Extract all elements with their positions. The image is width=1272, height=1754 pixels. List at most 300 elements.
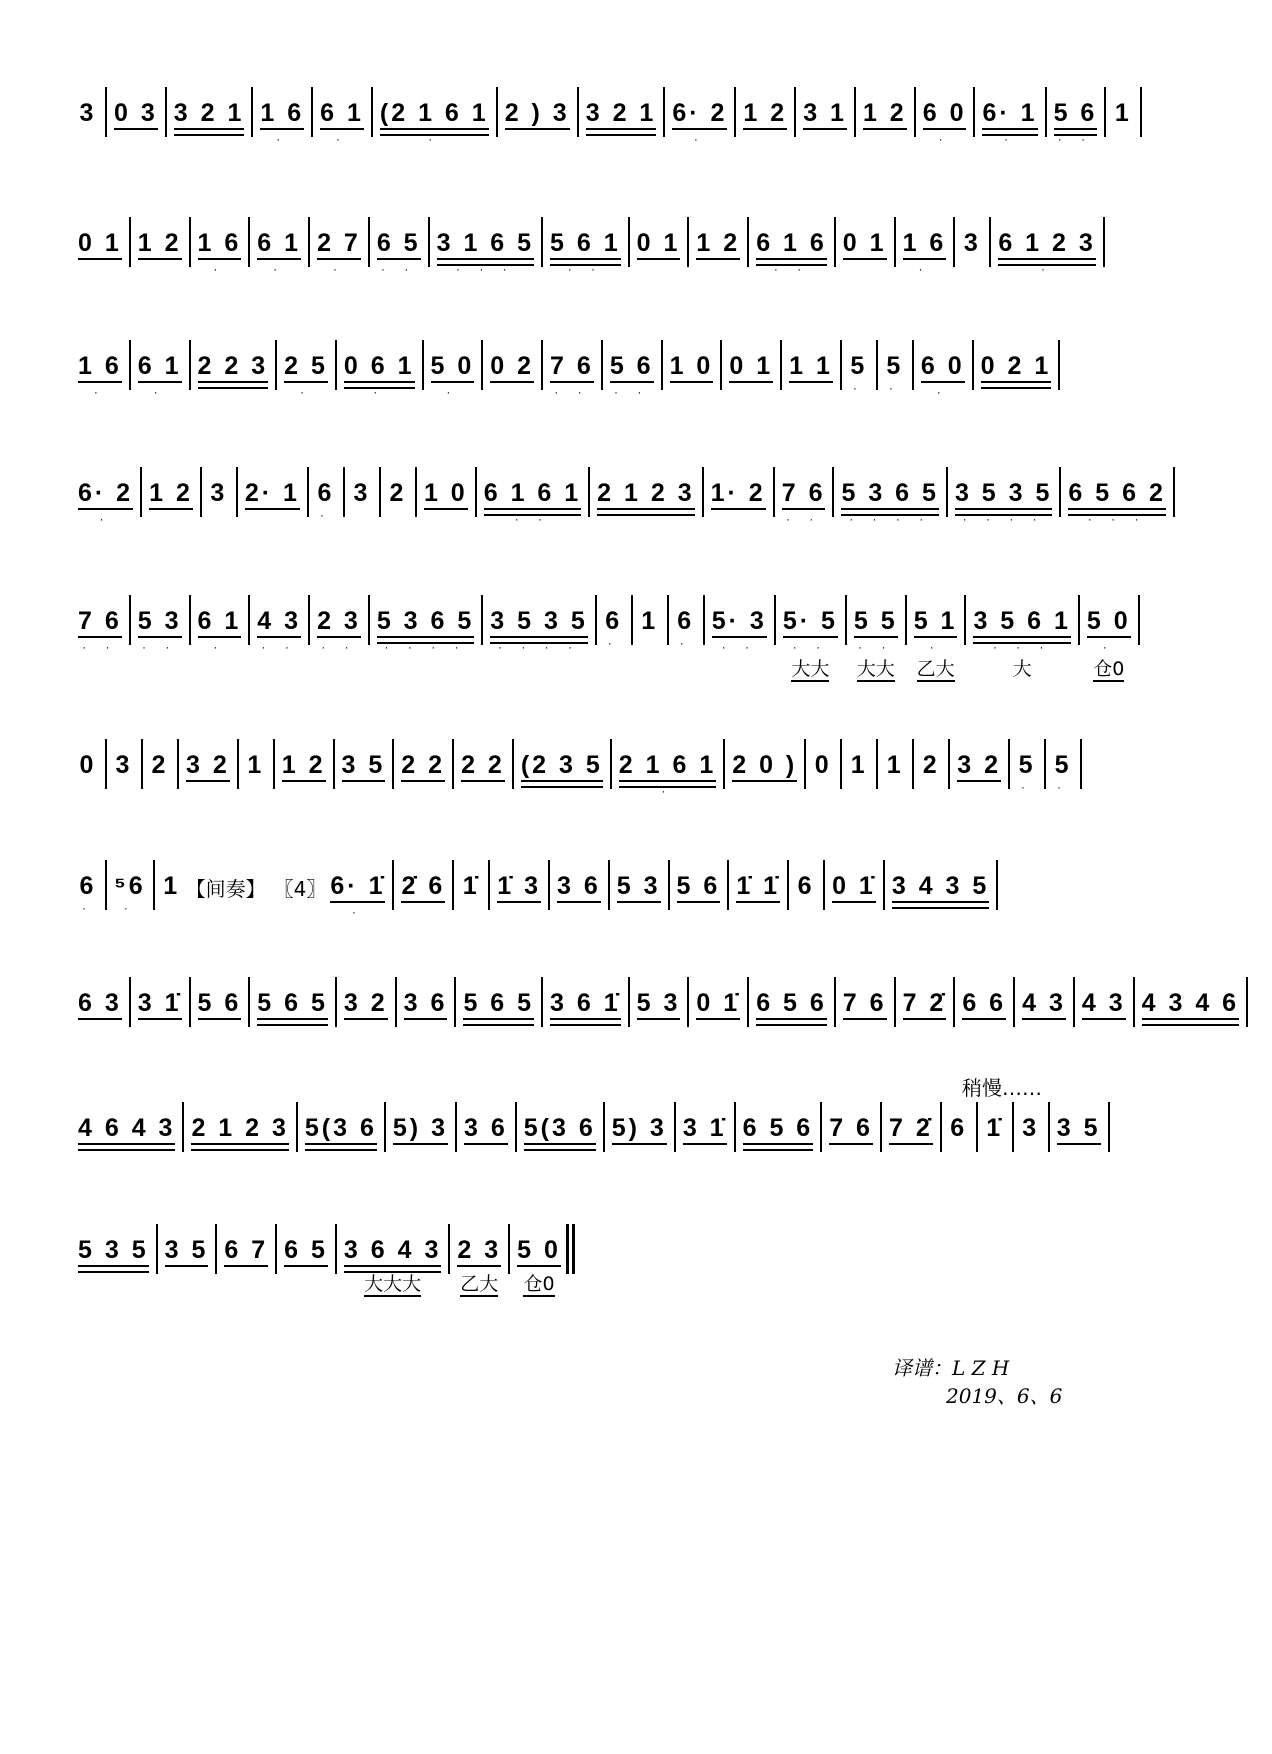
- octave-dots: · ·: [785, 512, 822, 526]
- barline: [1059, 467, 1061, 517]
- barline: [248, 977, 250, 1027]
- barline: [452, 860, 454, 910]
- measure: [843, 990, 887, 1020]
- barline: [628, 217, 630, 267]
- measure: [138, 353, 182, 397]
- measure: [377, 608, 474, 652]
- measure-notes: 0: [79, 751, 97, 779]
- measure: [1142, 990, 1239, 1020]
- measure: [550, 990, 621, 1020]
- measure: [617, 873, 661, 903]
- octave-dots: ·: [918, 262, 931, 276]
- barline: [105, 860, 107, 910]
- barline: [940, 1102, 942, 1152]
- measure-notes: 4 3: [1082, 990, 1126, 1020]
- barline: [880, 1102, 882, 1152]
- measure-notes: 7 6: [550, 353, 594, 383]
- measure: [401, 752, 445, 782]
- barline: [448, 1224, 450, 1274]
- barline: [876, 739, 878, 789]
- measure-notes: 3 2: [344, 990, 388, 1020]
- barline: [129, 340, 131, 390]
- measure: [198, 230, 242, 274]
- barline: [515, 1102, 517, 1152]
- barline: [251, 87, 253, 137]
- octave-dots: ·: [679, 636, 692, 650]
- measure-notes: 1 6: [78, 353, 122, 383]
- measure: [962, 990, 1006, 1020]
- octave-dots: ·: [661, 784, 674, 798]
- barline: [794, 87, 796, 137]
- measure-notes: 5· 5: [783, 608, 838, 638]
- measure-notes: 0 1: [78, 230, 122, 260]
- measure-notes: 6 5: [377, 230, 421, 260]
- barline: [1140, 87, 1142, 137]
- barline: [481, 340, 483, 390]
- barline: [953, 977, 955, 1027]
- barline: [129, 217, 131, 267]
- barline: [105, 739, 107, 789]
- measure: [676, 608, 696, 648]
- measure: [484, 480, 581, 524]
- measure-notes: 6: [677, 607, 695, 635]
- staff-row: [78, 752, 1208, 812]
- measure: [114, 873, 146, 913]
- measure-notes: 0 1̇: [832, 873, 876, 903]
- barline: [177, 739, 179, 789]
- measure-notes: 1̇: [462, 872, 480, 900]
- measure: [490, 353, 534, 383]
- measure-notes: 7 6: [782, 480, 826, 510]
- octave-dots: ·: [213, 262, 226, 276]
- barline: [1044, 739, 1046, 789]
- measure-notes: 3: [963, 229, 981, 257]
- measure: [670, 353, 714, 383]
- measure: [78, 1237, 149, 1267]
- barline: [1058, 340, 1060, 390]
- octave-dots: ·: [1041, 262, 1054, 276]
- measure: [550, 230, 621, 274]
- measure: [843, 230, 887, 260]
- measure-notes: 5 3: [138, 608, 182, 638]
- octave-dots: ·: [336, 132, 349, 146]
- measure: [612, 1115, 667, 1145]
- barline: [663, 87, 665, 137]
- measure-notes: 0 1: [843, 230, 887, 260]
- measure: [981, 353, 1052, 383]
- measure-notes: 4 3: [257, 608, 301, 638]
- measure: [162, 873, 182, 899]
- octave-dots: ·: [938, 132, 951, 146]
- barline: [1078, 595, 1080, 645]
- barline: [548, 860, 550, 910]
- barline: [428, 217, 430, 267]
- octave-dots: · · ·: [992, 640, 1052, 654]
- measure-notes: 3 6: [557, 873, 601, 903]
- measure: [463, 990, 534, 1020]
- barline: [973, 87, 975, 137]
- measure: [604, 608, 624, 648]
- barline: [588, 467, 590, 517]
- measure-notes: 2: [151, 751, 169, 779]
- measure: [150, 752, 170, 778]
- measure-notes: 6 1: [257, 230, 301, 260]
- barline: [140, 467, 142, 517]
- measure: [949, 1115, 969, 1141]
- octave-dots: ·: [446, 385, 459, 399]
- measure-notes: 1̇ 3: [497, 873, 541, 903]
- measure: [696, 230, 740, 260]
- measure: [138, 230, 182, 260]
- measure-notes: 0 3: [114, 100, 158, 130]
- section-label: 【间奏】: [185, 877, 266, 901]
- octave-dots: ·: [1021, 780, 1034, 794]
- measure-notes: 0 2 1: [981, 353, 1052, 383]
- barline: [273, 739, 275, 789]
- measure: [497, 873, 541, 903]
- measure-notes: 5: [1018, 751, 1036, 779]
- barline: [1008, 739, 1010, 789]
- octave-dots: · ·: [614, 385, 650, 399]
- measure-notes: 6: [79, 872, 97, 900]
- tempo-marking: 稍慢……: [962, 1076, 1042, 1100]
- measure: [829, 1115, 873, 1145]
- percussion-syllable: 大大: [791, 658, 830, 680]
- barline: [275, 1224, 277, 1274]
- barline: [820, 1102, 822, 1152]
- measure-notes: 2 1 6 1: [619, 752, 716, 782]
- measure: [550, 353, 594, 397]
- barline: [1173, 467, 1175, 517]
- measure: [78, 608, 122, 652]
- measure: [521, 752, 603, 782]
- measure: [736, 873, 780, 903]
- measure: [732, 752, 797, 782]
- measure: [640, 608, 660, 634]
- staff-row: [78, 100, 1208, 160]
- measure-notes: 2 1 2 3: [597, 480, 694, 510]
- barline: [189, 977, 191, 1027]
- measure: [78, 1115, 175, 1145]
- measure-notes: 2: [922, 751, 940, 779]
- octave-dots: ·: [93, 385, 106, 399]
- measure: [260, 100, 304, 144]
- percussion-syllable: 大大: [856, 658, 895, 680]
- barline: [452, 739, 454, 789]
- barline: [1080, 739, 1082, 789]
- measure-notes: 3 1̇: [683, 1115, 727, 1145]
- measure: [524, 1115, 596, 1145]
- measure-notes: 1: [850, 751, 868, 779]
- measure-notes: 5 3 6 5: [377, 608, 474, 638]
- barline: [1138, 595, 1140, 645]
- measure-notes: 1: [886, 751, 904, 779]
- barline: [894, 217, 896, 267]
- measure-notes: 2 2: [401, 752, 445, 782]
- octave-dots: · ·: [82, 640, 118, 654]
- measure-notes: 5 3 5: [78, 1237, 149, 1267]
- measure-notes: 5: [886, 352, 904, 380]
- barline: [129, 977, 131, 1027]
- measure-notes: 6 5 6 2: [1068, 480, 1165, 510]
- measure-notes: 6: [797, 872, 815, 900]
- octave-dots: ·: [300, 385, 313, 399]
- measure: [316, 480, 336, 520]
- measure-notes: 0 1̇: [696, 990, 740, 1020]
- measure-notes: 3 5: [1057, 1115, 1101, 1145]
- measure: [198, 990, 242, 1020]
- measure: [330, 873, 385, 917]
- measure-notes: 3 1: [803, 100, 847, 130]
- octave-dots: ·: [1004, 132, 1017, 146]
- barline: [237, 739, 239, 789]
- octave-dots: · · ·: [1087, 512, 1147, 526]
- barline: [667, 595, 669, 645]
- barline: [804, 739, 806, 789]
- measure-notes: 6 3: [78, 990, 122, 1020]
- barline: [661, 340, 663, 390]
- barline: [687, 977, 689, 1027]
- measure-notes: 2 5: [284, 353, 328, 383]
- measure-notes: 5 3: [617, 873, 661, 903]
- measure: [586, 100, 657, 130]
- barline: [774, 595, 776, 645]
- measure-notes: 3 6 4 3: [344, 1237, 441, 1267]
- measure: [198, 608, 242, 652]
- barline: [628, 977, 630, 1027]
- percussion-syllable: 乙大: [460, 1273, 499, 1295]
- measure-notes: 2 0 ): [732, 752, 797, 782]
- measure-notes: 6· 2: [672, 100, 727, 130]
- measure-notes: 1 6: [260, 100, 304, 130]
- measure-notes: 2 1 2 3: [191, 1115, 288, 1145]
- octave-dots: · · · ·: [384, 640, 467, 654]
- barline: [368, 217, 370, 267]
- octave-dots: · ·: [381, 262, 417, 276]
- octave-dots: · ·: [721, 640, 757, 654]
- barline: [275, 340, 277, 390]
- barline: [976, 1102, 978, 1152]
- barline: [1104, 87, 1106, 137]
- measure-notes: 0 1: [729, 353, 773, 383]
- barline: [840, 739, 842, 789]
- percussion-syllable: 乙大: [916, 658, 955, 680]
- measure-notes: 5 6 1: [550, 230, 621, 260]
- octave-dots: · ·: [858, 640, 894, 654]
- barline: [972, 340, 974, 390]
- measure: [431, 353, 475, 397]
- measure: [921, 752, 941, 778]
- measure-notes: 6: [950, 1114, 968, 1142]
- octave-dots: · ·: [1057, 132, 1094, 146]
- octave-dots: · ·: [554, 385, 590, 399]
- measure: [424, 480, 468, 510]
- measure-notes: 3 4 3 5: [892, 873, 989, 903]
- octave-dots: · ·: [773, 262, 810, 276]
- measure-notes: 2̇ 6: [401, 873, 445, 903]
- barline: [153, 860, 155, 910]
- measure-notes: 6· 1̇: [330, 873, 385, 903]
- measure-notes: 6 5: [284, 1237, 328, 1267]
- staff-row: [78, 353, 1208, 413]
- barline: [454, 977, 456, 1027]
- barline: [989, 217, 991, 267]
- measure: [344, 353, 415, 397]
- measure-notes: 5 6: [1054, 100, 1098, 130]
- octave-dots: · ·: [321, 640, 357, 654]
- measure: [257, 608, 301, 652]
- measure-notes: 2 ) 3: [505, 100, 570, 130]
- barline: [335, 340, 337, 390]
- measure-notes: 3: [1022, 1114, 1040, 1142]
- octave-dots: ·: [99, 512, 112, 526]
- measure-notes: 1 2: [863, 100, 907, 130]
- measure: [344, 990, 388, 1020]
- measure-notes: 3: [353, 479, 371, 507]
- barline: [384, 1102, 386, 1152]
- measure-notes: 6· 2: [78, 480, 133, 510]
- barline: [912, 739, 914, 789]
- measure: [619, 752, 716, 796]
- measure: [257, 230, 301, 274]
- octave-dots: · · · ·: [498, 640, 580, 654]
- measure: [114, 752, 134, 778]
- measure-notes: 3 5: [342, 752, 386, 782]
- measure-notes: 3 5 3 5: [490, 608, 587, 638]
- measure: [955, 480, 1052, 524]
- barline: [834, 217, 836, 267]
- measure-notes: 5 6 5: [257, 990, 328, 1020]
- barline: [577, 87, 579, 137]
- barline: [747, 217, 749, 267]
- measure-notes: 6 5 6: [756, 990, 827, 1020]
- measure-notes: 5 6: [198, 990, 242, 1020]
- octave-dots: ·: [82, 901, 94, 915]
- measure-notes: 7 6: [843, 990, 887, 1020]
- measure: [985, 1115, 1005, 1141]
- barline: [481, 595, 483, 645]
- measure-notes: 2 3: [457, 1237, 501, 1267]
- measure: [461, 873, 481, 899]
- octave-dots: ·: [273, 262, 286, 276]
- measure: [464, 1115, 508, 1145]
- measure-notes: 6 1 6 1: [484, 480, 581, 510]
- measure: [246, 752, 266, 778]
- octave-dots: ·: [319, 508, 332, 522]
- barline: [912, 340, 914, 390]
- barline: [610, 739, 612, 789]
- measure-notes: 1̇: [986, 1114, 1004, 1142]
- barline: [1103, 217, 1105, 267]
- barline: [1048, 1102, 1050, 1152]
- staff-row: [78, 480, 1208, 540]
- measure-notes: 2: [389, 479, 407, 507]
- octave-dots: ·: [852, 381, 865, 395]
- barline: [787, 860, 789, 910]
- measure-notes: 5 6 5: [463, 990, 534, 1020]
- measure: [610, 353, 654, 397]
- octave-dots: ·: [123, 901, 136, 915]
- measure-notes: 5: [1054, 751, 1072, 779]
- barline: [371, 87, 373, 137]
- measure: [849, 353, 869, 393]
- barline: [674, 1102, 676, 1152]
- measure: [889, 1115, 933, 1145]
- measure-notes: 1: [1114, 99, 1132, 127]
- octave-dots: ·: [213, 640, 226, 654]
- barline: [996, 860, 998, 910]
- measure-notes: 5(3 6: [524, 1115, 596, 1145]
- barline: [1133, 977, 1135, 1027]
- measure: [457, 1237, 501, 1297]
- measure: [1053, 752, 1073, 792]
- measure-notes: 0 2: [490, 353, 534, 383]
- measure-notes: 0 6 1: [344, 353, 415, 383]
- measure: [517, 1237, 561, 1297]
- measure: [282, 752, 326, 782]
- date-credit: 2019、6、6: [946, 1384, 1063, 1408]
- measure: [78, 480, 133, 524]
- octave-dots: ·: [428, 132, 441, 146]
- measure: [903, 230, 947, 274]
- measure: [186, 752, 230, 782]
- measure: [962, 230, 982, 256]
- measure: [803, 100, 847, 130]
- staff-row: [78, 607, 1208, 680]
- measure: [393, 1115, 448, 1145]
- measure: [892, 873, 989, 903]
- barline: [368, 595, 370, 645]
- staff-row: [78, 1237, 1208, 1297]
- measure: [756, 230, 827, 274]
- barline: [308, 595, 310, 645]
- octave-dots: · ·: [792, 640, 829, 654]
- measure-notes: 2 3: [317, 608, 361, 638]
- barline: [946, 467, 948, 517]
- barline: [1108, 1102, 1110, 1152]
- measure-notes: 5 0: [1087, 608, 1131, 638]
- percussion-syllable: 大大大: [364, 1273, 422, 1295]
- measure: [677, 873, 721, 903]
- barline: [595, 595, 597, 645]
- translator-credit: 译谱：L Z H: [892, 1356, 1010, 1380]
- measure-notes: 3 5: [165, 1237, 209, 1267]
- octave-dots: · · ·: [455, 262, 515, 276]
- barline: [307, 467, 309, 517]
- measure-notes: 1 6: [198, 230, 242, 260]
- measure: [637, 990, 681, 1020]
- barline: [894, 977, 896, 1027]
- measure-notes: 3 1̇: [138, 990, 182, 1020]
- barline: [780, 340, 782, 390]
- measure: [78, 990, 122, 1020]
- measure-notes: 1: [163, 872, 181, 900]
- barline: [475, 467, 477, 517]
- barline: [1246, 977, 1248, 1027]
- octave-dots: · ·: [567, 262, 604, 276]
- octave-dots: ·: [607, 636, 620, 650]
- measure: [377, 230, 421, 274]
- measure: [557, 873, 601, 903]
- octave-dots: · ·: [141, 640, 178, 654]
- octave-dots: ·: [276, 132, 289, 146]
- measure: [149, 480, 193, 510]
- measure-notes: 1 0: [424, 480, 468, 510]
- measure-notes: 6 1: [198, 608, 242, 638]
- measure: [885, 353, 905, 393]
- measure: [711, 480, 766, 510]
- section-label: 〖4〗: [273, 877, 327, 901]
